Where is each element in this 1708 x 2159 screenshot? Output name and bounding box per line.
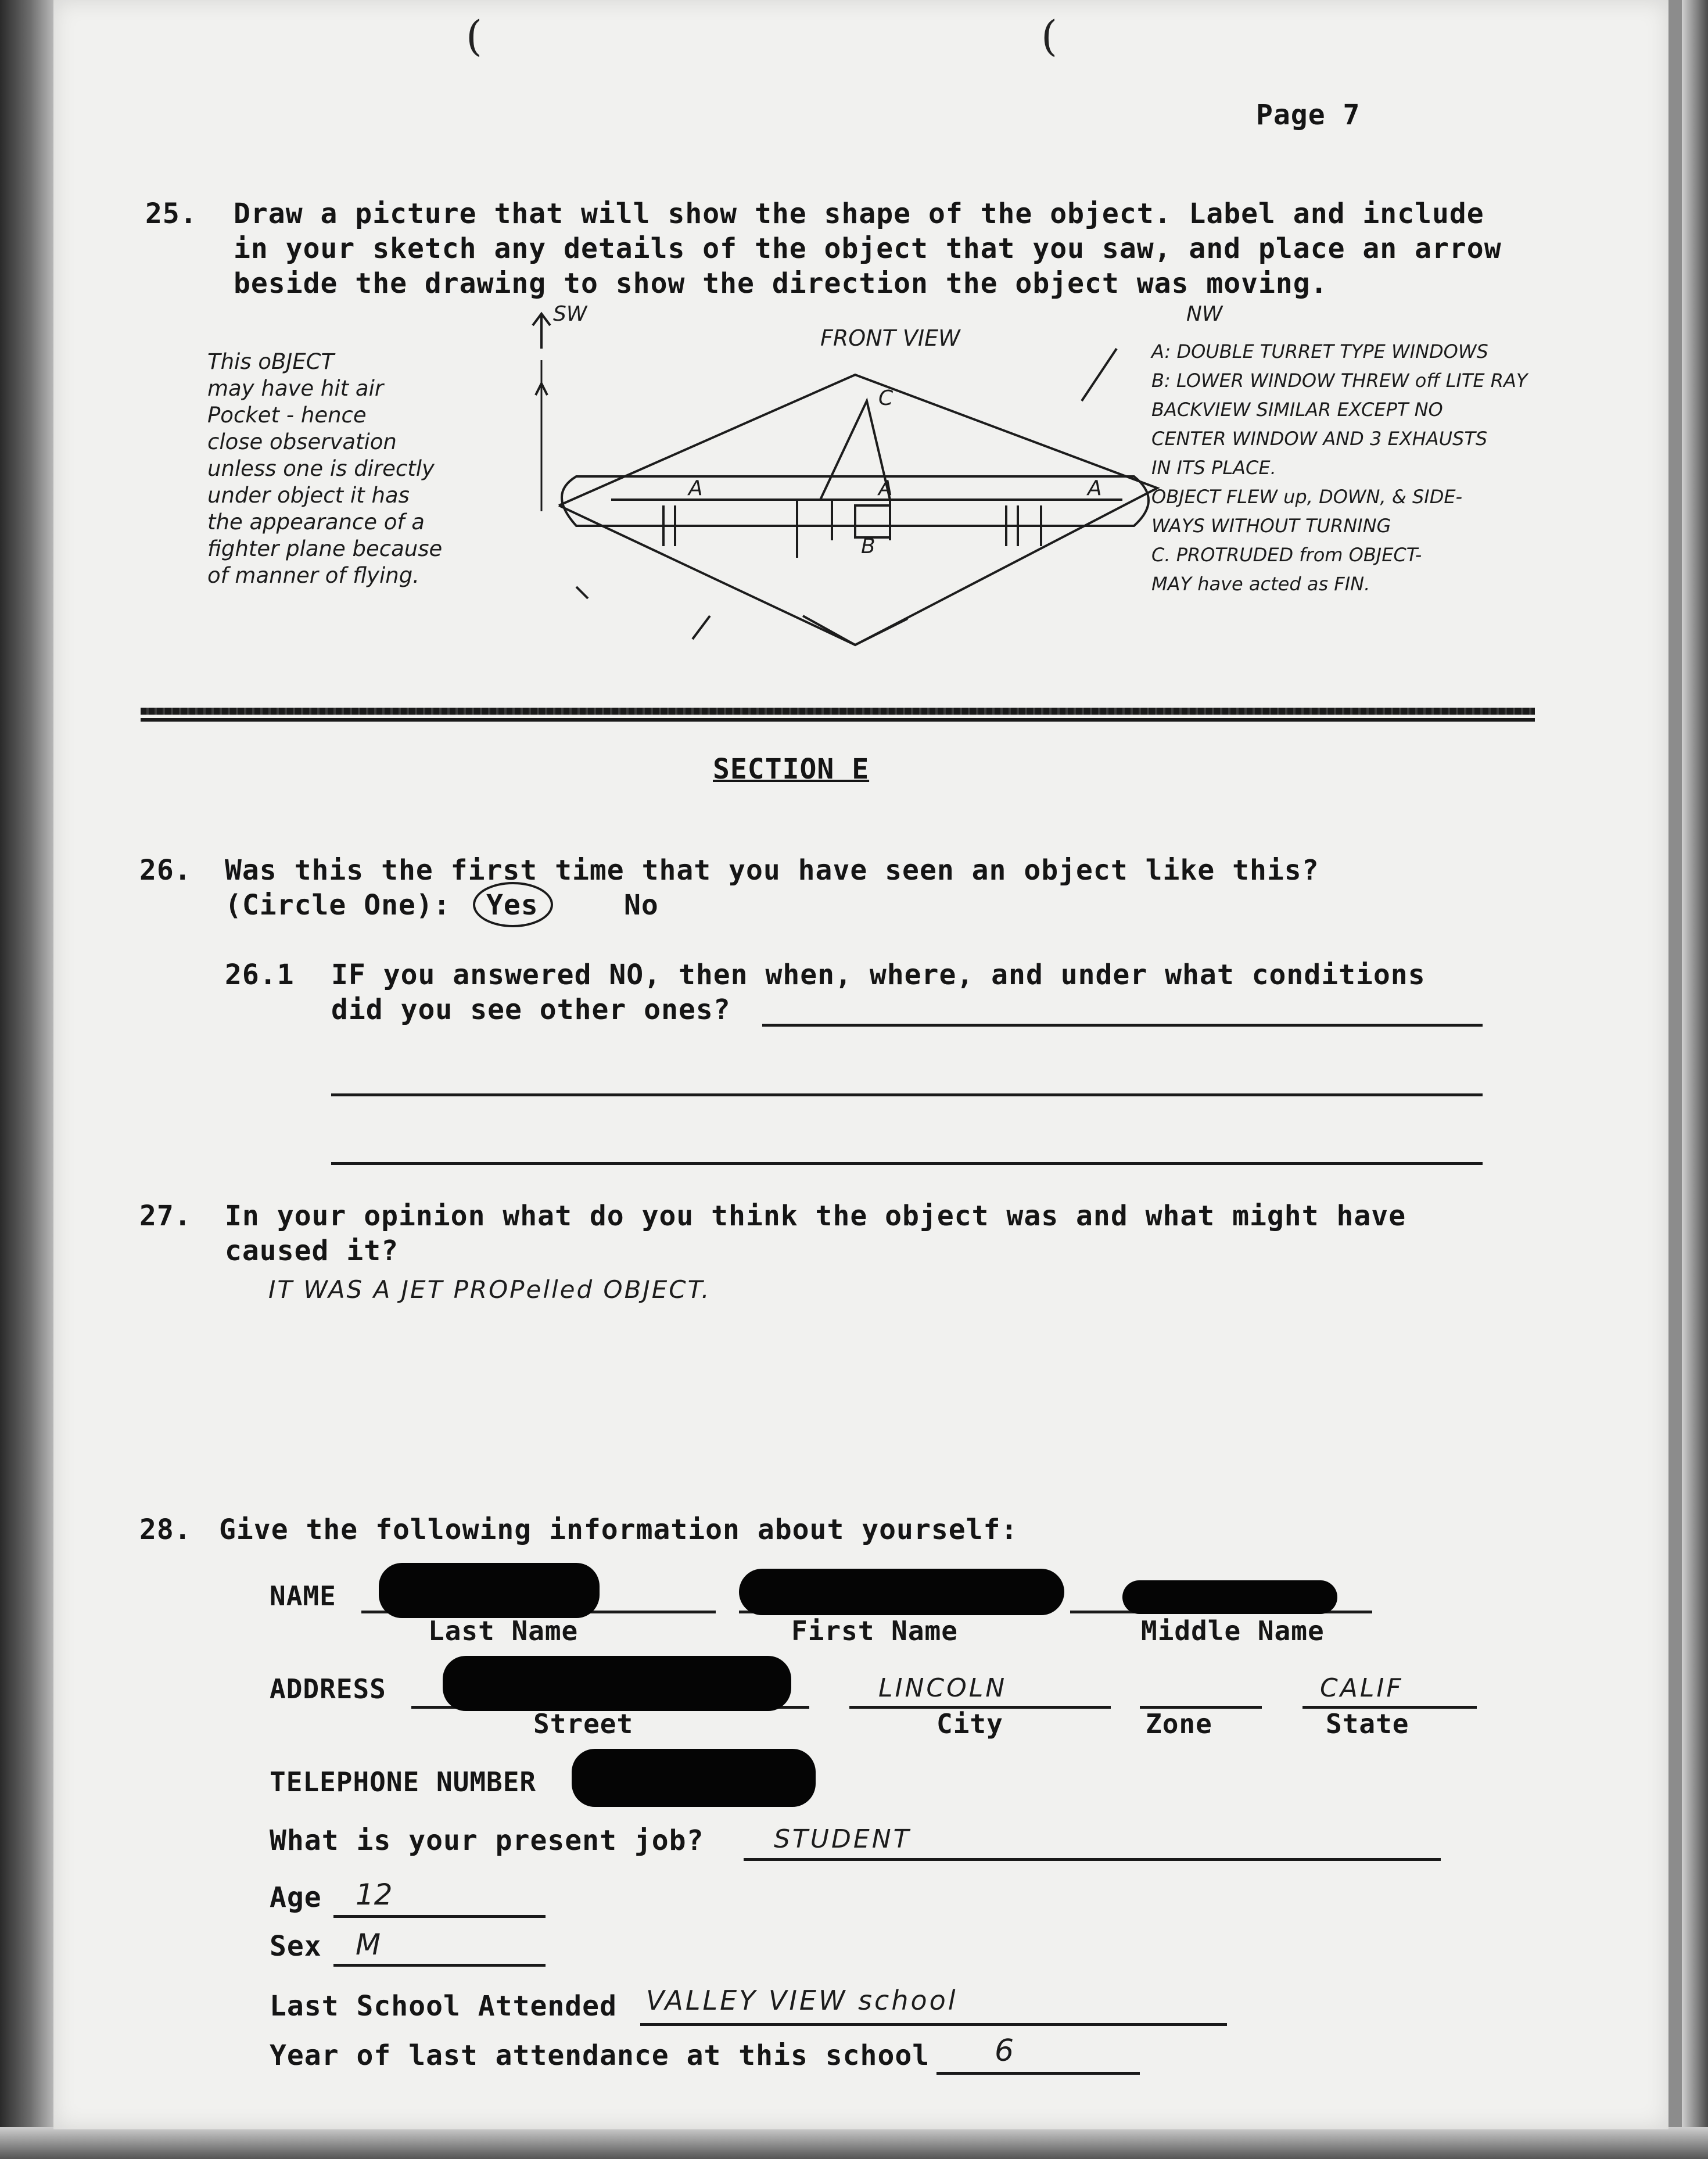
q26-1-answer-line-3[interactable] <box>331 1162 1483 1165</box>
page-number: Page 7 <box>1256 99 1361 131</box>
q25-text-line3: beside the drawing to show the direction the object was moving. <box>234 267 1328 300</box>
sex-label: Sex <box>270 1930 322 1963</box>
front-view-label: FRONT VIEW <box>820 325 960 351</box>
q26-1-text-line1: IF you answered NO, then when, where, and under what conditions <box>331 959 1426 991</box>
first-name-caption: First Name <box>791 1615 958 1647</box>
last-name-caption: Last Name <box>428 1615 579 1647</box>
redaction-telephone <box>572 1749 816 1807</box>
left-note-line: the appearance of a <box>207 510 425 535</box>
q26-1-text-line2: did you see other ones? <box>331 994 731 1026</box>
job-field[interactable] <box>744 1858 1441 1861</box>
age-label: Age <box>270 1881 322 1914</box>
state-caption: State <box>1326 1708 1409 1740</box>
punch-mark-left: ( <box>466 12 483 60</box>
compass-sw-label: SW <box>553 302 587 326</box>
city-value: LINCOLN <box>878 1673 1007 1703</box>
state-value: CALIF <box>1320 1673 1404 1703</box>
q25-number: 25. <box>145 198 198 230</box>
year-value: 6 <box>995 2034 1014 2068</box>
document-page <box>53 0 1668 2129</box>
left-note-line: of manner of flying. <box>207 563 419 588</box>
redaction-middle-name <box>1122 1580 1337 1614</box>
section-divider-lower <box>141 718 1535 722</box>
scan-border-left <box>0 0 55 2159</box>
body-outline <box>559 375 1157 645</box>
left-note-line: under object it has <box>207 483 410 508</box>
right-note-line: OBJECT FLEW up, DOWN, & SIDE- <box>1151 486 1463 508</box>
sex-field[interactable] <box>333 1964 546 1967</box>
address-label: ADDRESS <box>270 1673 386 1705</box>
sketch-label-c: C <box>878 386 894 410</box>
sketch-label-a-center: A <box>878 476 893 500</box>
sex-value: M <box>356 1928 381 1961</box>
q27-text-line1: In your opinion what do you think the object was and what might have <box>225 1200 1406 1232</box>
q28-text: Give the following information about yourself: <box>219 1514 1018 1546</box>
left-note-line: This oBJECT <box>207 349 335 374</box>
q26-text-line1: Was this the first time that you have seen an object like this? <box>225 854 1319 887</box>
left-note-line: fighter plane because <box>207 536 443 561</box>
school-value: VALLEY VIEW school <box>646 1985 958 2016</box>
q25-text-line2: in your sketch any details of the object that you saw, and place an arrow <box>234 232 1502 265</box>
q26-1-number: 26.1 <box>225 959 295 991</box>
right-note-line: MAY have acted as FIN. <box>1151 573 1370 595</box>
sketch-label-b: B <box>861 535 875 558</box>
sketch-right-note <box>1151 337 1527 598</box>
q26-1-answer-line-2[interactable] <box>331 1093 1483 1096</box>
section-divider <box>141 708 1535 715</box>
scan-border-bottom <box>0 2127 1708 2159</box>
sketch-label-a-left: A <box>688 476 703 500</box>
middle-name-caption: Middle Name <box>1141 1615 1325 1647</box>
q26-text-line2: (Circle One): <box>225 889 451 921</box>
compass-nw-label: NW <box>1186 302 1223 326</box>
street-caption: Street <box>533 1708 634 1740</box>
right-note-line: CENTER WINDOW AND 3 EXHAUSTS <box>1151 428 1488 450</box>
redaction-last-name <box>379 1563 600 1618</box>
city-caption: City <box>936 1708 1003 1740</box>
right-note-line: IN ITS PLACE. <box>1151 457 1276 479</box>
age-value: 12 <box>356 1878 393 1911</box>
q28-number: 28. <box>139 1514 192 1546</box>
left-note-line: Pocket - hence <box>207 403 367 428</box>
zone-caption: Zone <box>1146 1708 1212 1740</box>
q27-text-line2: caused it? <box>225 1235 399 1267</box>
q26-1-answer-line-1[interactable] <box>762 1024 1483 1027</box>
scan-border-right <box>1682 0 1708 2159</box>
punch-mark-right: ( <box>1041 12 1058 60</box>
year-label: Year of last attendance at this school <box>270 2039 930 2072</box>
school-label: Last School Attended <box>270 1990 617 2022</box>
right-note-line: A: DOUBLE TURRET TYPE WINDOWS <box>1151 340 1488 363</box>
q26-number: 26. <box>139 854 192 887</box>
q25-text-line1: Draw a picture that will show the shape of the object. Label and include <box>234 198 1484 230</box>
redaction-street <box>443 1656 791 1711</box>
redaction-first-name <box>739 1569 1064 1615</box>
left-note-line: unless one is directly <box>207 456 435 481</box>
q26-yes-circle <box>473 882 553 927</box>
q26-no-option[interactable]: No <box>624 889 659 921</box>
q27-number: 27. <box>139 1200 192 1232</box>
left-note-line: close observation <box>207 429 397 454</box>
q26-yes-option[interactable]: Yes <box>486 889 539 921</box>
left-note-line: may have hit air <box>207 376 384 401</box>
year-field[interactable] <box>936 2072 1140 2075</box>
right-note-line: BACKVIEW SIMILAR EXCEPT NO <box>1151 399 1443 421</box>
sketch-label-a-right: A <box>1088 476 1102 500</box>
sketch-left-note <box>207 349 442 589</box>
right-note-line: C. PROTRUDED from OBJECT- <box>1151 544 1422 566</box>
nw-arrow <box>1082 349 1117 401</box>
telephone-label: TELEPHONE NUMBER <box>270 1766 537 1798</box>
age-field[interactable] <box>333 1915 546 1918</box>
name-label: NAME <box>270 1580 336 1612</box>
right-note-line: B: LOWER WINDOW THREW off LITE RAY <box>1151 370 1528 392</box>
school-field[interactable] <box>640 2023 1227 2026</box>
section-title: SECTION E <box>713 753 870 786</box>
right-note-line: WAYS WITHOUT TURNING <box>1151 515 1391 537</box>
job-label: What is your present job? <box>270 1824 704 1857</box>
job-value: STUDENT <box>774 1824 912 1854</box>
q27-answer: IT WAS A JET PROPelled OBJECT. <box>268 1275 711 1304</box>
